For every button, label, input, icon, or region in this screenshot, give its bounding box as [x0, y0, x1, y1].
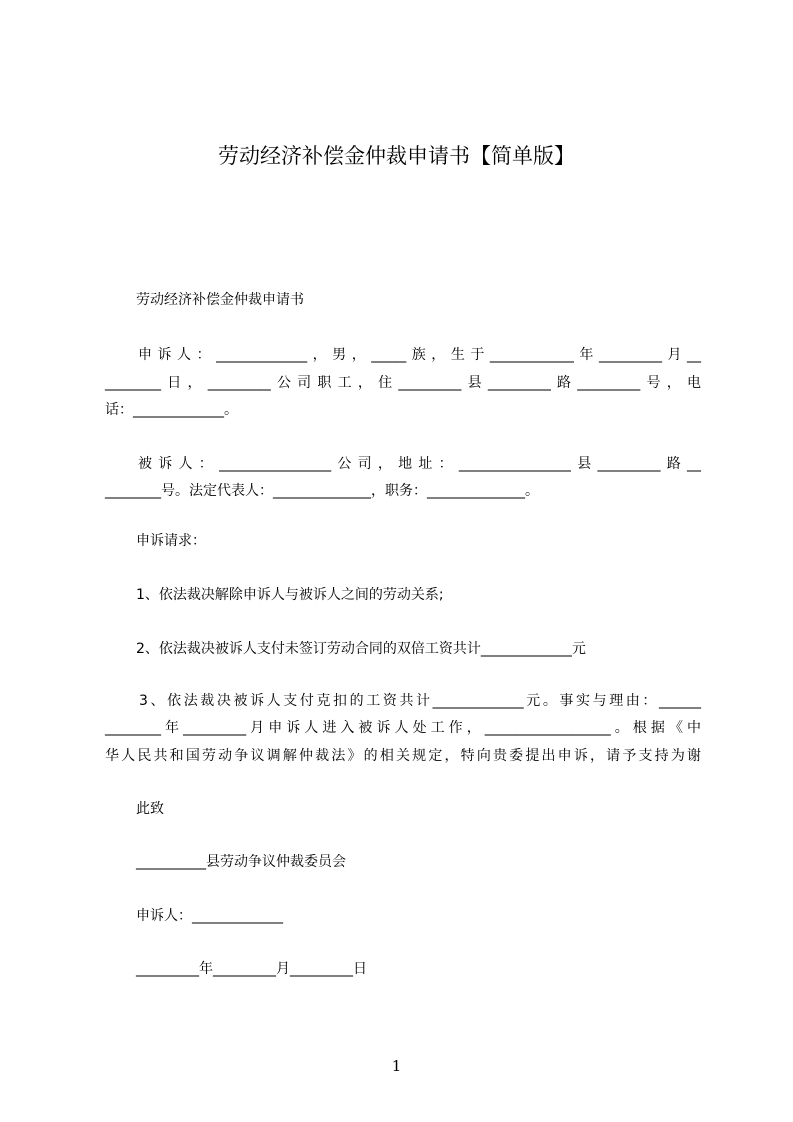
- document-subtitle: 劳动经济补偿金仲裁申请书: [136, 292, 304, 308]
- applicant-line-2: ________日，_________公司职工，住_________县_________路_________号，电: [105, 375, 701, 391]
- recipient-line: __________县劳动争议仲裁委员会: [136, 854, 346, 870]
- closing-text: 此致: [136, 801, 164, 817]
- respondent-line-2: ________号。法定代表人：______________，职务：______________。: [105, 483, 539, 499]
- claims-heading: 申诉请求：: [136, 533, 206, 549]
- date-line: _________年_________月_________日: [136, 961, 367, 977]
- claim-3-line-1: 3、依法裁决被诉人支付克扣的工资共计_____________元。事实与理由：______: [139, 693, 701, 709]
- claim-item: 1、依法裁决解除申诉人与被诉人之间的劳动关系;: [136, 587, 444, 603]
- page-number: 1: [391, 1057, 402, 1075]
- signature-line: 申诉人：_____________: [136, 908, 283, 924]
- applicant-line-3: 话：_____________。: [105, 402, 238, 418]
- claim-3-line-3: 华人民共和国劳动争议调解仲裁法》的相关规定，特向贵委提出申诉，请予支持为谢: [105, 748, 701, 764]
- claim-item: 2、依法裁决被诉人支付未签订劳动合同的双倍工资共计_____________元: [136, 641, 586, 657]
- applicant-line-1: 申诉人：_____________，男，_____族，生于____________年_________月__: [138, 347, 701, 363]
- page-title: 劳动经济补偿金仲裁申请书【简单版】: [218, 144, 575, 168]
- claim-3-line-2: ________年_________月申诉人进入被诉人处工作，__________________。根据《中: [105, 720, 701, 736]
- respondent-line-1: 被诉人：________________公司，地址：________________县_________路__: [138, 456, 701, 472]
